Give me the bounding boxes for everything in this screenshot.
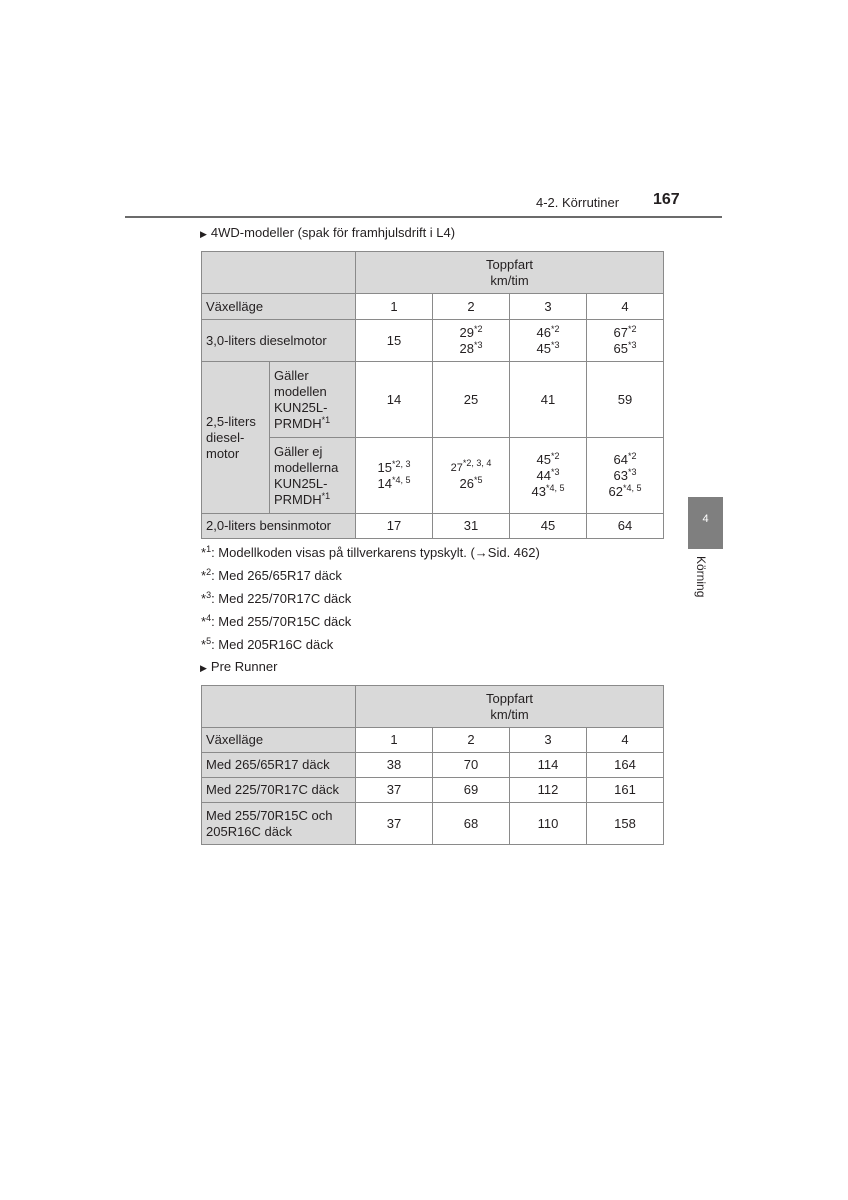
header-divider [125, 216, 722, 218]
speed-value: 41 [510, 362, 587, 438]
speed-value: 158 [587, 803, 664, 845]
row-label: Med 265/65R17 däck [202, 753, 356, 778]
page-number: 167 [653, 191, 680, 208]
speed-value: 64$^{*2}$ 63$^{*3}$ 62$^{*4, 5}$ [587, 438, 664, 514]
table-row [202, 803, 664, 845]
footnote: *$^2$: Med 265/65R17 däck [201, 567, 342, 583]
footnote: *$^5$: Med 205R16C däck [201, 636, 334, 652]
row-label: Med 255/70R15C och 205R16C däck [202, 803, 356, 845]
row-label: 3,0-liters dieselmotor [202, 320, 356, 362]
speed-value: 37 [356, 803, 433, 845]
footnote: *$^1$: Modellkoden visas på tillverkarens typskylt. (→Sid. 462) [201, 544, 540, 560]
gear-number: 1 [356, 294, 433, 320]
speed-value: 114 [510, 753, 587, 778]
section-title-text: 4WD-modeller (spak för framhjulsdrift i L4) [210, 225, 456, 240]
gear-row [202, 294, 664, 320]
corner-cell [202, 252, 356, 294]
sub-row-label: Gäller ej modellerna KUN25L- PRMDH$^{*1}$ [270, 438, 356, 514]
gear-number: 1 [356, 728, 433, 753]
top-speed-label: Toppfart [486, 690, 534, 706]
table-row [202, 778, 664, 803]
section-heading: 4-2. Körrutiner [536, 195, 620, 210]
table-row [202, 753, 664, 778]
speed-value: 161 [587, 778, 664, 803]
speed-value: 15 [356, 320, 433, 362]
top-speed-header [356, 252, 664, 294]
speed-value: 27$^{*2, 3, 4}$ 26$^{*5}$ [433, 438, 510, 514]
gear-number: 3 [510, 728, 587, 753]
footnote: *$^3$: Med 225/70R17C däck [201, 590, 352, 606]
section-title-pre-runner [200, 659, 277, 674]
chapter-name: Körning [694, 556, 708, 598]
gear-number: 3 [510, 294, 587, 320]
chapter-number: 4 [702, 513, 709, 525]
triangle-bullet-icon: ▶ [200, 663, 207, 673]
speed-value: 15$^{*2, 3}$ 14$^{*4, 5}$ [356, 438, 433, 514]
speed-value: 110 [510, 803, 587, 845]
gear-label: Växelläge [202, 294, 356, 320]
speed-value: 25 [433, 362, 510, 438]
gear-number: 2 [433, 728, 510, 753]
speed-value: 37 [356, 778, 433, 803]
table-header-row [202, 686, 664, 728]
speed-value: 45 [510, 514, 587, 539]
table-header-row [202, 252, 664, 294]
speed-value: 29$^{*2}$ 28$^{*3}$ [433, 320, 510, 362]
speed-value: 31 [433, 514, 510, 539]
unit-label: km/tim [490, 272, 529, 288]
gear-label: Växelläge [202, 728, 356, 753]
table-row [202, 514, 664, 539]
gear-row [202, 728, 664, 753]
speed-value: 164 [587, 753, 664, 778]
gear-number: 2 [433, 294, 510, 320]
speed-value: 69 [433, 778, 510, 803]
table-row [202, 320, 664, 362]
speed-value: 45$^{*2}$ 44$^{*3}$ 43$^{*4, 5}$ [510, 438, 587, 514]
speed-value: 59 [587, 362, 664, 438]
sub-row-label: Gäller modellen KUN25L- PRMDH$^{*1}$ [270, 362, 356, 438]
speed-value: 67$^{*2}$ 65$^{*3}$ [587, 320, 664, 362]
top-speed-label: Toppfart [486, 256, 534, 272]
unit-label: km/tim [490, 706, 529, 722]
row-label: Med 225/70R17C däck [202, 778, 356, 803]
section-title-4wd [200, 225, 455, 240]
table-row [202, 362, 664, 438]
speed-table-pre-runner [201, 685, 664, 845]
speed-value: 64 [587, 514, 664, 539]
row-label: 2,0-liters bensinmotor [202, 514, 356, 539]
footnote: *$^4$: Med 255/70R15C däck [201, 613, 352, 629]
gear-number: 4 [587, 728, 664, 753]
speed-value: 68 [433, 803, 510, 845]
speed-value: 38 [356, 753, 433, 778]
chapter-tab [688, 497, 723, 549]
speed-value: 46$^{*2}$ 45$^{*3}$ [510, 320, 587, 362]
triangle-bullet-icon: ▶ [200, 229, 207, 239]
speed-value: 112 [510, 778, 587, 803]
speed-value: 70 [433, 753, 510, 778]
speed-table-4wd [201, 251, 664, 539]
section-title-text: Pre Runner [210, 659, 278, 674]
corner-cell [202, 686, 356, 728]
speed-value: 17 [356, 514, 433, 539]
speed-value: 14 [356, 362, 433, 438]
gear-number: 4 [587, 294, 664, 320]
chapter-label [691, 556, 711, 616]
top-speed-header [356, 686, 664, 728]
table-row [202, 438, 664, 514]
row-group-label: 2,5-liters diesel- motor [202, 362, 270, 514]
